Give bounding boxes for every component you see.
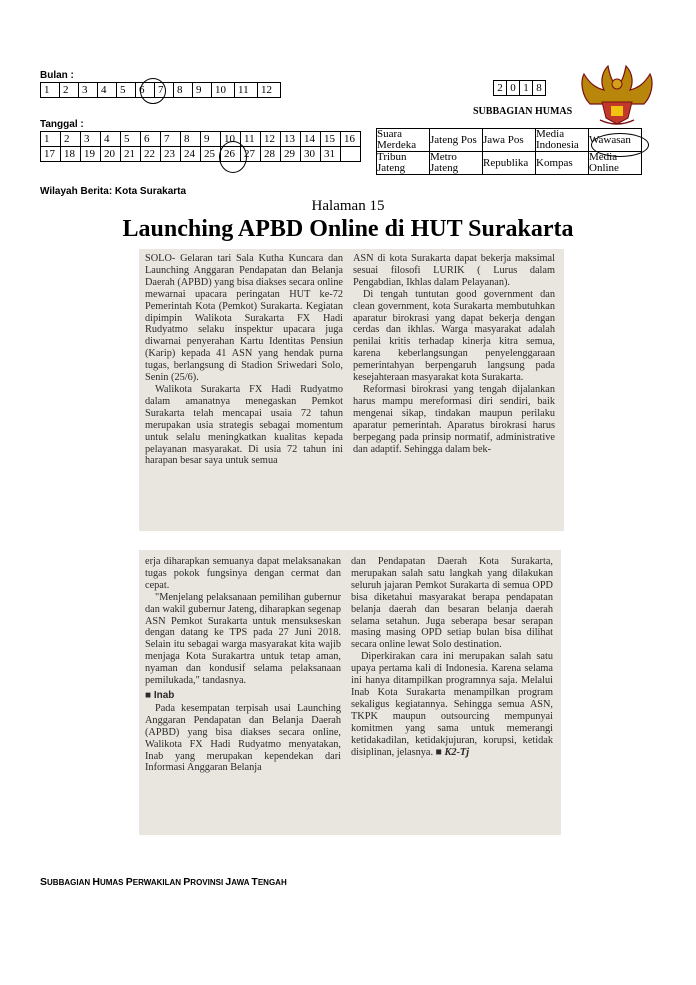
footer-unit-name: SUBBAGIAN HUMAS PERWAKILAN PROVINSI JAWA TENGAH (40, 876, 287, 888)
paragraph: Walikota Surakarta FX Hadi Rudyatmo dalam amanatnya menegaskan Pemkot Surakarta telah mencapai usaia 72 tahun merupakan usia strategis sebagai momentum untuk selalu meningkatkan kualitas kepada pelayanan masyarakat. Di usia 72 tahun ini harapan besar saya untuk semua (145, 383, 343, 467)
paragraph: SOLO- Gelaran tari Sala Kutha Kuncara dan Launching Anggaran Pendapatan dan Belanja Daerah (APBD) yang bisa diakses secara online mewarnai upacara peringatan HUT ke-72 Pemerintah Kota (Pemkot) Surakarta. Kegiatan dipimpin Walikota Surakarta FX Hadi Rudyatmo selaku inspektur upacara juga diwarnai penyerahan Kartu Identitas Pensiun (Karip) kepada 41 ASN yang hendak purna tugas, berlangsung di Stadion Sriwedari Solo, Senin (25/6). (145, 253, 343, 384)
grid-cell: 11 (241, 132, 261, 147)
grid-cell: 23 (161, 147, 181, 162)
article-column-2 (353, 253, 555, 455)
headline: Launching APBD Online di HUT Surakarta (122, 216, 574, 242)
grid-cell: 6 (141, 132, 161, 147)
grid-cell: 26 (221, 147, 241, 162)
byline: K2-Tj (444, 746, 470, 758)
grid-cell: 31 (321, 147, 341, 162)
grid-cell: Tribun Jateng (377, 152, 430, 175)
grid-cell: 4 (98, 83, 117, 98)
grid-cell: 18 (61, 147, 81, 162)
grid-cell: 22 (141, 147, 161, 162)
subheading-inab: ■ Inab (145, 689, 175, 701)
media-circle-mark (591, 133, 649, 157)
grid-cell: 13 (281, 132, 301, 147)
garuda-seal-icon (580, 62, 654, 128)
paragraph: Pada kesempatan terpisah usai Launching Anggaran Pendapatan dan Belanja Daerah (APBD) yang bisa diakses secara online, Walikota FX Hadi Rudyatmo menyatakan, Inab yang merupakan kependekan dari Informasi Anggaran Belanja (145, 702, 341, 774)
grid-cell: 2 (494, 81, 507, 96)
grid-cell: 11 (235, 83, 258, 98)
grid-cell: 2 (61, 132, 81, 147)
grid-cell: 9 (201, 132, 221, 147)
grid-cell: 7 (161, 132, 181, 147)
grid-cell: 0 (507, 81, 520, 96)
grid-cell: 5 (117, 83, 136, 98)
grid-cell: 8 (181, 132, 201, 147)
bulan-circle-mark (140, 78, 166, 104)
article-column-1 (145, 253, 343, 467)
year-grid (493, 80, 546, 96)
grid-cell: 4 (101, 132, 121, 147)
grid-cell: 7 (155, 83, 174, 98)
grid-cell: 3 (81, 132, 101, 147)
grid-cell: 6 (136, 83, 155, 98)
paragraph: ASN di kota Surakarta dapat bekerja maksimal sesuai filosofi LURIK ( Lurus dalam Pengabdian, Ikhlas dalam Pelayanan). (353, 253, 555, 288)
page-number: Halaman 15 (311, 198, 385, 214)
news-clipping-bottom (139, 550, 561, 835)
grid-cell: 1 (41, 83, 60, 98)
grid-cell: 27 (241, 147, 261, 162)
grid-cell: 19 (81, 147, 101, 162)
grid-cell: 8 (533, 81, 546, 96)
paragraph: Diperkirakan cara ini merupakan salah satu upaya pertama kali di Indonesia. Karena selama ini hanya ditampilkan programnya saja. Melalui Inab Kota Surakarta menampilkan program sekaligus kegiatannya. Sehingga semua ASN, TKPK maupun outsourcing mempunyai komitmen yang sama untuk memerangi ketidakadilan, ketidakjujuran, korupsi, ketidak disiplinan, jelasnya. ■ K2-Tj (351, 651, 553, 758)
tanggal-label: Tanggal : (40, 119, 84, 130)
paragraph: "Menjelang pelaksanaan pemilihan gubernur dan wakil gubernur Jateng, diharapkan segenap ASN Pemkot Surakarta untuk mensukseskan dengan datang ke TPS pada 27 Juni 2018. Selain itu sebagai warga masyarakat kita wajib menjaga Kota Surakartra untuk tetap aman, nyaman dan kondusif selama pelaksanaan pemilukada," tandasnya. (145, 591, 341, 687)
grid-cell: 9 (193, 83, 212, 98)
grid-cell: Wawasan (589, 129, 642, 152)
grid-cell: 8 (174, 83, 193, 98)
grid-cell: 21 (121, 147, 141, 162)
grid-cell: 14 (301, 132, 321, 147)
grid-cell: 2 (60, 83, 79, 98)
grid-cell: 28 (261, 147, 281, 162)
grid-cell: 3 (79, 83, 98, 98)
grid-cell: Metro Jateng (430, 152, 483, 175)
grid-cell: 12 (258, 83, 281, 98)
grid-cell: 24 (181, 147, 201, 162)
grid-cell: Jateng Pos (430, 129, 483, 152)
grid-cell: Media Online (589, 152, 642, 175)
grid-cell: Media Indonesia (536, 129, 589, 152)
grid-cell (341, 147, 361, 162)
grid-cell: 10 (221, 132, 241, 147)
paragraph: dan Pendapatan Daerah Kota Surakarta, merupakan salah satu langkah yang dilakukan seluruh jajaran Pemkot Surakarta di semua OPD bisa diketahui masyarakat berapa pendapatan belanja daerah dan besaran belanja daerah selama setahun. Juga seberapa besar serapan masing masing OPD setiap bulan bisa dilihat secara online lewat Solo destination. (351, 556, 553, 651)
paragraph: Di tengah tuntutan good government dan clean government, kota Surakarta membutuhkan aparatur birokrasi yang dapat bekerja dengan cerdas dan ikhlas. Warga masyarakat adalah penilai kritis terhadap kinerja kitra semua, karena keberlangsungan penyelenggaraan pemerintahyan berpengaruh langsung pada kesejahteraan masyarakat kota Surakarta. (353, 288, 555, 384)
grid-cell: 25 (201, 147, 221, 162)
grid-cell: 15 (321, 132, 341, 147)
grid-cell: Suara Merdeka (377, 129, 430, 152)
tanggal-circle-mark (219, 141, 247, 173)
article-column-4 (351, 556, 553, 758)
grid-cell: 10 (212, 83, 235, 98)
paragraph: Reformasi birokrasi yang tengah dijalankan harus mampu mereformasi diri sendiri, baik mengenai sikap, tindakan maupun perilaku aparatur pemerintah. Aparatus birokrasi harus berpegang pada prinsip normatif, administrative dan adaptif. Sehingga dalam bek- (353, 383, 555, 455)
grid-cell: 20 (101, 147, 121, 162)
tanggal-grid (40, 131, 361, 162)
grid-cell: 5 (121, 132, 141, 147)
grid-cell: 17 (41, 147, 61, 162)
grid-cell: 29 (281, 147, 301, 162)
paragraph: erja diharapkan semuanya dapat melaksanakan tugas pokok fungsinya dengan cermat dan cepat. (145, 556, 341, 591)
subbagian-humas-heading: SUBBAGIAN HUMAS (473, 106, 573, 117)
grid-cell: 12 (261, 132, 281, 147)
news-clipping-top (139, 249, 564, 531)
grid-cell: 30 (301, 147, 321, 162)
grid-cell: Republika (483, 152, 536, 175)
wilayah-berita: Wilayah Berita: Kota Surakarta (40, 186, 187, 197)
grid-cell: 1 (520, 81, 533, 96)
grid-cell: Jawa Pos (483, 129, 536, 152)
grid-cell: 16 (341, 132, 361, 147)
grid-cell: Kompas (536, 152, 589, 175)
grid-cell: 1 (41, 132, 61, 147)
article-column-3 (145, 556, 341, 774)
bulan-label: Bulan : (40, 70, 74, 81)
